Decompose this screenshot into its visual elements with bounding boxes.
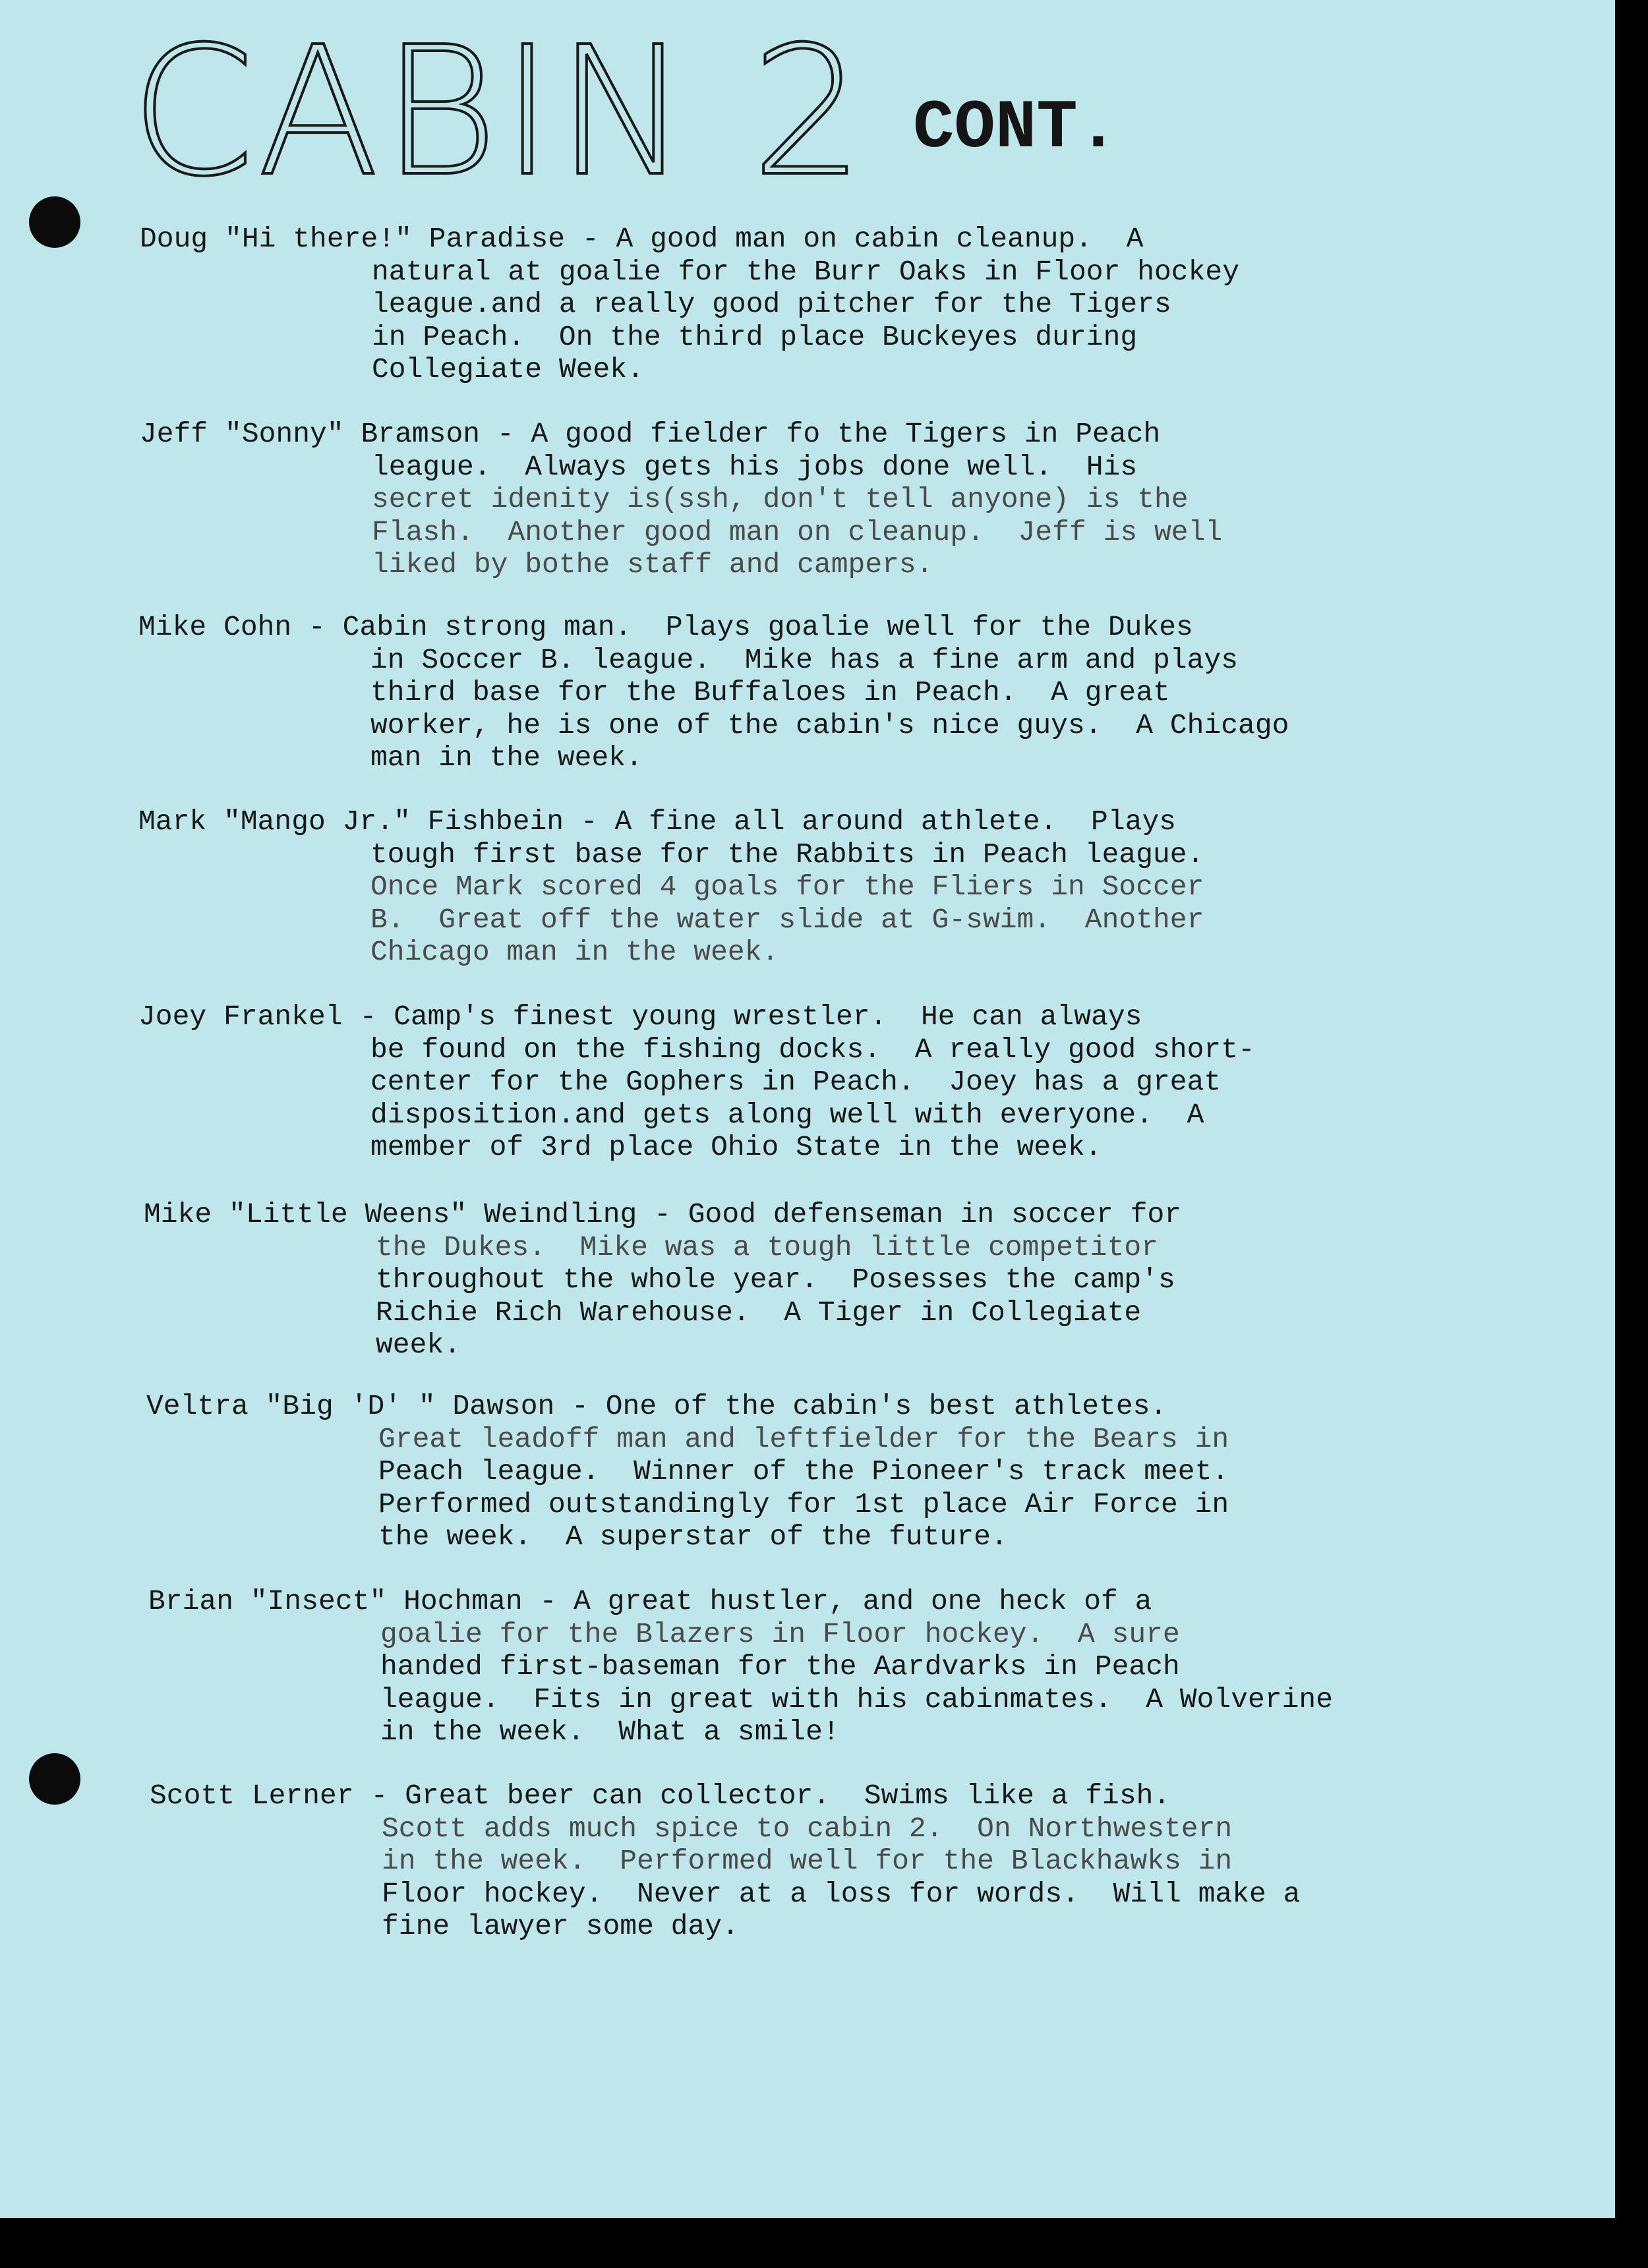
entry-line: league. Fits in great with his cabinmates. A Wolverine bbox=[380, 1683, 1334, 1716]
entry-line: worker, he is one of the cabin's nice guys. A Chicago bbox=[370, 709, 1289, 741]
entry-line: Scott adds much spice to cabin 2. On Northwestern bbox=[382, 1812, 1233, 1845]
entry-line: the Dukes. Mike was a tough little competitor bbox=[376, 1231, 1158, 1264]
punch-hole-top bbox=[29, 196, 80, 248]
entry-line: in the week. Performed well for the Blackhawks in bbox=[382, 1845, 1233, 1877]
entry-line: Veltra "Big 'D' " Dawson - One of the cabin's best athletes. bbox=[146, 1390, 1167, 1422]
entry-line: Doug "Hi there!" Paradise - A good man on cabin cleanup. A bbox=[140, 223, 1144, 255]
entry-line: third base for the Buffaloes in Peach. A great bbox=[370, 676, 1170, 709]
entry-line: Performed outstandingly for 1st place Air Force in bbox=[378, 1488, 1229, 1521]
entry-line: in Soccer B. league. Mike has a fine arm and plays bbox=[370, 643, 1239, 676]
entry-line: league. Always gets his jobs done well. His bbox=[372, 450, 1138, 483]
entry-line: Mike "Little Weens" Weindling - Good defenseman in soccer for bbox=[144, 1198, 1182, 1231]
camper-entry bbox=[144, 1198, 1462, 1362]
camper-entry bbox=[140, 223, 1458, 386]
entry-line: in the week. What a smile! bbox=[380, 1716, 840, 1748]
entry-line: member of 3rd place Ohio State in the week. bbox=[370, 1131, 1102, 1163]
entry-line: Richie Rich Warehouse. A Tiger in Collegiate bbox=[376, 1296, 1142, 1329]
entry-line: goalie for the Blazers in Floor hockey. A sure bbox=[380, 1617, 1180, 1650]
entry-line: Floor hockey. Never at a loss for words. Will make a bbox=[382, 1877, 1301, 1910]
entry-line: Chicago man in the week. bbox=[370, 936, 779, 968]
entry-line: Great leadoff man and leftfielder for the Bears in bbox=[378, 1422, 1229, 1455]
entry-line: Scott Lerner - Great beer can collector. Swims like a fish. bbox=[150, 1780, 1171, 1812]
entry-line: Brian "Insect" Hochman - A great hustler, and one heck of a bbox=[148, 1585, 1152, 1617]
entry-line: in Peach. On the third place Buckeyes during bbox=[372, 320, 1138, 353]
entry-line: center for the Gophers in Peach. Joey has a great bbox=[370, 1066, 1221, 1098]
entry-line: tough first base for the Rabbits in Peach league. bbox=[370, 838, 1204, 871]
entry-line: week. bbox=[376, 1329, 461, 1361]
entry-line: throughout the whole year. Posesses the camp's bbox=[376, 1264, 1175, 1296]
entry-line: be found on the fishing docks. A really good short- bbox=[370, 1033, 1255, 1066]
entry-line: the week. A superstar of the future. bbox=[378, 1521, 1008, 1553]
entry-line: disposition.and gets along well with everyone. A bbox=[370, 1098, 1204, 1131]
entry-line: Flash. Another good man on cleanup. Jeff is well bbox=[372, 515, 1223, 548]
camper-entry bbox=[138, 1001, 1457, 1164]
entry-line: Joey Frankel - Camp's finest young wrestler. He can always bbox=[138, 1001, 1142, 1033]
punch-hole-bottom bbox=[29, 1753, 80, 1805]
entry-line: secret idenity is(ssh, don't tell anyone) is the bbox=[372, 483, 1189, 515]
camper-entry bbox=[140, 418, 1458, 581]
entry-line: Mike Cohn - Cabin strong man. Plays goalie well for the Dukes bbox=[138, 611, 1193, 643]
page-title: CABIN 2 bbox=[131, 8, 868, 216]
page-subtitle: CONT. bbox=[913, 90, 1119, 167]
entry-line: handed first-baseman for the Aardvarks in Peach bbox=[380, 1650, 1180, 1683]
camper-entry bbox=[148, 1585, 1467, 1749]
camper-entry bbox=[138, 611, 1457, 774]
entry-line: Mark "Mango Jr." Fishbein - A fine all around athlete. Plays bbox=[138, 805, 1177, 838]
entry-line: liked by bothe staff and campers. bbox=[372, 548, 933, 581]
entry-line: fine lawyer some day. bbox=[382, 1910, 739, 1942]
camper-entry bbox=[150, 1780, 1468, 1943]
entry-line: league.and a really good pitcher for the Tigers bbox=[372, 288, 1171, 320]
camper-entry bbox=[138, 805, 1457, 969]
entry-line: B. Great off the water slide at G-swim. Another bbox=[370, 903, 1204, 936]
camper-entry bbox=[146, 1390, 1465, 1554]
entry-line: Collegiate Week. bbox=[372, 353, 644, 386]
entry-line: Once Mark scored 4 goals for the Fliers in Soccer bbox=[370, 871, 1204, 903]
entry-line: man in the week. bbox=[370, 741, 643, 774]
entry-line: natural at goalie for the Burr Oaks in Floor hockey bbox=[372, 255, 1240, 288]
entry-line: Jeff "Sonny" Bramson - A good fielder fo the Tigers in Peach bbox=[140, 418, 1161, 450]
entry-line: Peach league. Winner of the Pioneer's track meet. bbox=[378, 1455, 1229, 1488]
